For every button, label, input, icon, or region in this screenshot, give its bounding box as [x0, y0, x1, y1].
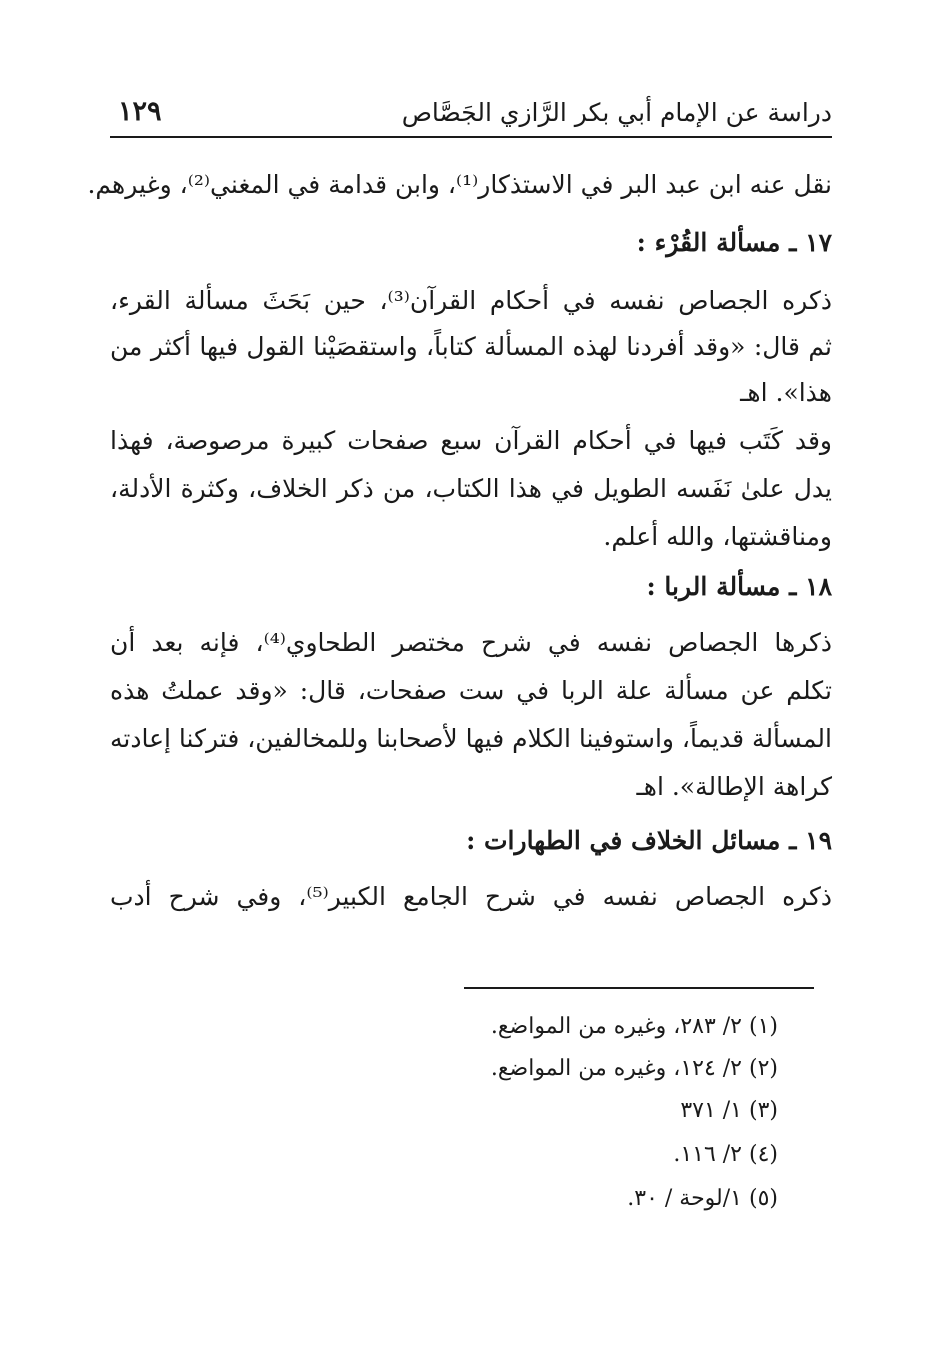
text-line: ومناقشتها، والله أعلم.: [603, 522, 832, 551]
section-heading: ١٩ ـ مسائل الخلاف في الطهارات :: [466, 826, 832, 855]
text-line: ذكرها الجصاص نفسه في شرح مختصر الطحاوي⁽⁴⁾، فإنه بعد أن: [110, 628, 832, 657]
header-title: دراسة عن الإمام أبي بكر الرَّازي الجَصَّاص: [401, 98, 832, 127]
text-line: هذا». اهـ: [740, 378, 832, 407]
footnote: (٢) ٢/ ١٢٤، وغيره من المواضع.: [490, 1056, 778, 1081]
running-header: [110, 92, 832, 138]
section-heading: ١٧ ـ مسألة القُرْء :: [636, 228, 832, 257]
text-line: تكلم عن مسألة علة الربا في ست صفحات، قال: «وقد عملتُ هذه: [110, 676, 832, 705]
text-line: ذكره الجصاص نفسه في أحكام القرآن⁽³⁾، حين بَحَثَ مسألة القرء،: [110, 286, 833, 315]
text-line: يدل علىٰ نَفَسه الطويل في هذا الكتاب، من ذكر الخلاف، وكثرة الأدلة،: [110, 474, 832, 503]
text-line: وقد كَتَب فيها في أحكام القرآن سبع صفحات كبيرة مرصوصة، فهذا: [110, 426, 832, 455]
footnote: (١) ٢/ ٢٨٣، وغيره من المواضع.: [490, 1014, 778, 1039]
footnote: (٤) ٢/ ١١٦.: [673, 1142, 778, 1167]
text-line: نقل عنه ابن عبد البر في الاستذكار⁽¹⁾، وابن قدامة في المغني⁽²⁾، وغيرهم.: [87, 170, 832, 199]
footnote-separator: [464, 987, 814, 989]
section-heading: ١٨ ـ مسألة الربا :: [646, 572, 832, 601]
footnote: (٥) ١/لوحة / ٣٠.: [627, 1186, 778, 1211]
text-line: كراهة الإطالة». اهـ: [636, 772, 832, 801]
text-line: ثم قال: «وقد أفردنا لهذه المسألة كتاباً، واستقصَيْنا القول فيها أكثر من: [110, 332, 832, 361]
page-number: ١٢٩: [118, 96, 162, 127]
footnote: (٣) ١/ ٣٧١: [680, 1098, 778, 1123]
text-line: ذكره الجصاص نفسه في شرح الجامع الكبير⁽⁵⁾، وفي شرح أدب: [110, 882, 833, 911]
text-line: المسألة قديماً، واستوفينا الكلام فيها لأصحابنا وللمخالفين، فتركنا إعادته: [110, 724, 832, 753]
